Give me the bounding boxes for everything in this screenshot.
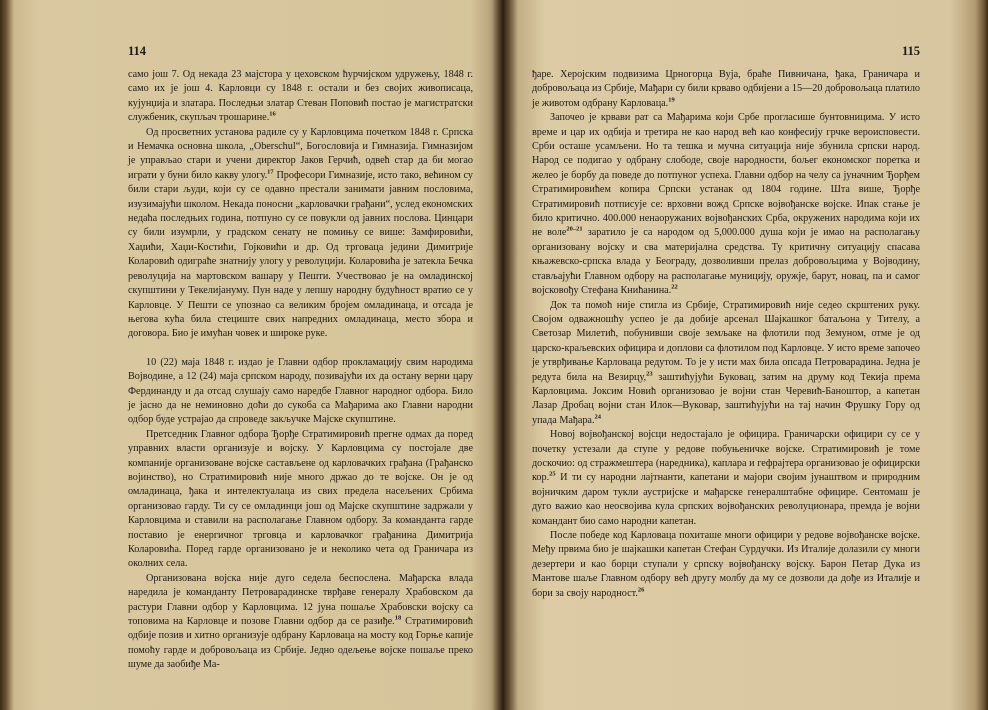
left-paragraph-4: Претседник Главног одбора Ђорђе Стратимировић прегне одмах да поред управних власти организује и војску. У Карловцима су постојале две компаније организоване војске састављене од карловачких грађана (Грађанско војинство), но Стратимировић није много држао до те војске. Он је од омладинаца, ђака и интелектуалаца из свих предела насељених Србима организовао гарду. Ти су се омладинци још од Мајске скупштине задржали у Карловцима и ставили на располагање Главном одбору. За команданта гарде поставио је енергичног трговца и карловачког грађанина Димитрија Коларовића. Поред гарде организовано је и неколико чета од Граничара из околних села. — [128, 428, 473, 570]
page-number-right: 115 — [901, 44, 920, 58]
right-paragraph-3: Док та помоћ није стигла из Србије, Стратимировић није седео скрштених руку. Својом одважношћу успео је да добије арсенал Шајкашког батаљона у Тителу, а Светозар Милетић, побунивши своје земљаке на флотили под Земуном, отме је од царско-краљевских официра и доплови са флотилом под Карловце. У исто време започео је утврђивање Карловаца редутом. То је у исти мах била опсада Петроварадина. Једна је редута била на Везирцу,$^{23}$ заштићујући Буковац, затим на друму код Текија према Карловцима. Јоксим Новић организовао је војни стан Черевић-Баноштор, а капетан Лазар Дробац војни стан Илок—Вуковар, заштићујући на тај начин Фрушку Гору од упада Мађара.$^{24}$ — [532, 299, 921, 426]
footnote-ref: 23 — [646, 370, 653, 378]
left-paragraph-3: 10 (22) маја 1848 г. издао је Главни одбор прокламацију свим народима Војводине, а 12 (24) маја српском народу, позивајући их да остану верни цару Фердинанду и да отсад слушају само наредбе Главног народног одбора. Било је јасно да не неминовно доћи до сукоба са Мађарима ако Главни народни одбор буде устрајао да спроведе закључке Мајске скупштине. — [128, 356, 473, 426]
left-paragraph-1: само још 7. Од некада 23 мајстора у цеховском ћурчијском удружењу, 1848 г. само их је још 4. Карловци су 1848 г. остали и без својих живописаца, кујунџија и златара. Последњи златар Стеван Поповић постао је магистратски службеник, скупљач трошарине.$^{16}$ — [128, 69, 473, 124]
footnote-ref: 17 — [267, 168, 274, 176]
right-page-body — [532, 68, 920, 601]
footnote-ref: 19 — [668, 96, 675, 104]
footnote-ref: 20–21 — [566, 226, 583, 234]
right-page — [508, 0, 988, 710]
footnote-ref: 25 — [549, 470, 556, 478]
left-page-body — [128, 68, 473, 673]
footnote-ref: 22 — [671, 283, 678, 291]
footnote-ref: 26 — [637, 586, 645, 594]
right-paragraph-4: Новој војвођанској војсци недостајало је официра. Граничарски официри су се у почетку устезали да ступе у редове побуњеничке војске. Стратимировић је томе доскочио: од стражмештера (наредника), каплара и гефрајтера организовао је официрски кор.$^{25}$ И ти су народни лајтнанти, капетани и мајори својим јунаштвом и природним војничким даром тукли аустријске и мађарске генералштабне официре. Сентомаш је дуго важио као неосвојива кула српских војвођанских револуционара, премда је војни командант био само народни капетан. — [532, 429, 920, 527]
left-paragraph-2: Од просветних установа радиле су у Карловцима почетком 1848 г. Српска и Немачка основна школа, „Oberschul“, Богословија и Гимназија. Гимназијом је управљао стари и учени директор Јаков Герчић, одвећ стар да би могао играти у буни било какву улогу.$^{17}$ Професори Гимназије, исто тако, већином су били стари људи, који су се одавно престали занимати јавним пословима, изузимајући школом. Некада поносни „карловачки грађани“, услед економских недаћа последњих година, потпуно су се повукли од јавних послова. Цинцари су били изумрли, у градском сенату не помињу се више: Замфировићи, Хаџићи, Хаџи-Костићи, Гојковићи и др. Од трговаца једини Димитрије Коларовић одиграће знатнију улогу у револуцији. Коларовића је затекла Бечка револуција на мартовском вашару у Пешти. Учествовао је на омладинској скупштини у Текелијануму. Пун наде у лепшу народну будућност вратио се у Карловце. У Пешти се упознао са великим бројем омладинаца, и отсада је његова кућа била стециште свих напредних омладинаца, место збора и договора. Био је имућан човек и широке руке. — [128, 126, 474, 340]
left-paragraph-5: Организована војска није дуго седела беспослена. Мађарска влада наредила је команданту Петроварадинске тврђаве генералу Храбовском да растури Главни одбор у Карловцима. 12 јуна пошаље Храбовски војску са топовима на Карловце и позове Главни одбор да се разиђе.$^{18}$ Стратимировић одбије позив и хитно организује одбрану Карловаца на мосту код Горње капије помоћу гарде и добровољаца из Србије. Једно одељење војске пошаље преко шуме да заобиђе Ма- — [128, 572, 473, 671]
footnote-ref: 18 — [394, 614, 402, 622]
right-paragraph-2: Започео је крвави рат са Мађарима који Србе прогласише бунтовницима. У исто време и цар их одбија и третира не као народ већ као конфесију грчке вероисповести. Срби осташе усамљени. Но та тешка и мучна ситуација није збунила српски народ. Народ се подигао у одбрану слободе, своје народности, бољег економског поретка и желео је борбу да поведе до потпуног успеха. Главни одбор на челу са јуначним Ђорђем Стратимировићем копира Српски устанак од 1804 године. Шта више, Ђорђе Стратимировић потписује се: врховни вожд Српске војвођанске војске. Ипак стање је било критично. 400.000 ненаоружаних војвођанских Срба, окружених народима који их не воле$^{20-21}$ заратило је са народом од 5,000.000 душа који је имао на располагању организовану војску и сва материјална средства. Ту критичну ситуацију спасава књажевско-српска влада у Београду, дозволивши прелаз добровољцима у Војводину, стављајући Главном одбору на располагање муницију, оружје, барут, новац, па и самог војсковођу Стефана Книћанина.$^{22}$ — [532, 112, 921, 297]
footnote-ref: 24 — [594, 413, 602, 421]
footnote-ref: 16 — [269, 110, 276, 118]
right-paragraph-1: ђаре. Херојским подвизима Црногорца Вуја, браће Пивничана, ђака, Граничара и добровољаца из Србије, Мађари су били крваво одбијени а 15—20 добровољаца платило је животом одбрану Карловаца.$^{19}$ — [532, 69, 920, 109]
right-paragraph-5: После победе код Карловаца похиташе многи официри у редове војвођанске војске. Међу првима био је шајкашки капетан Стефан Сурдучки. Из Италије долазили су многи дезертери и као борци ступали у српску војвођанску војску. Барон Петар Дука из Мантове шаље Главном одбору већ другу молбу да му се дозволи да дође из Италије и бори за своју народност.$^{26}$ — [532, 530, 920, 599]
page-number-left: 114 — [128, 44, 147, 58]
